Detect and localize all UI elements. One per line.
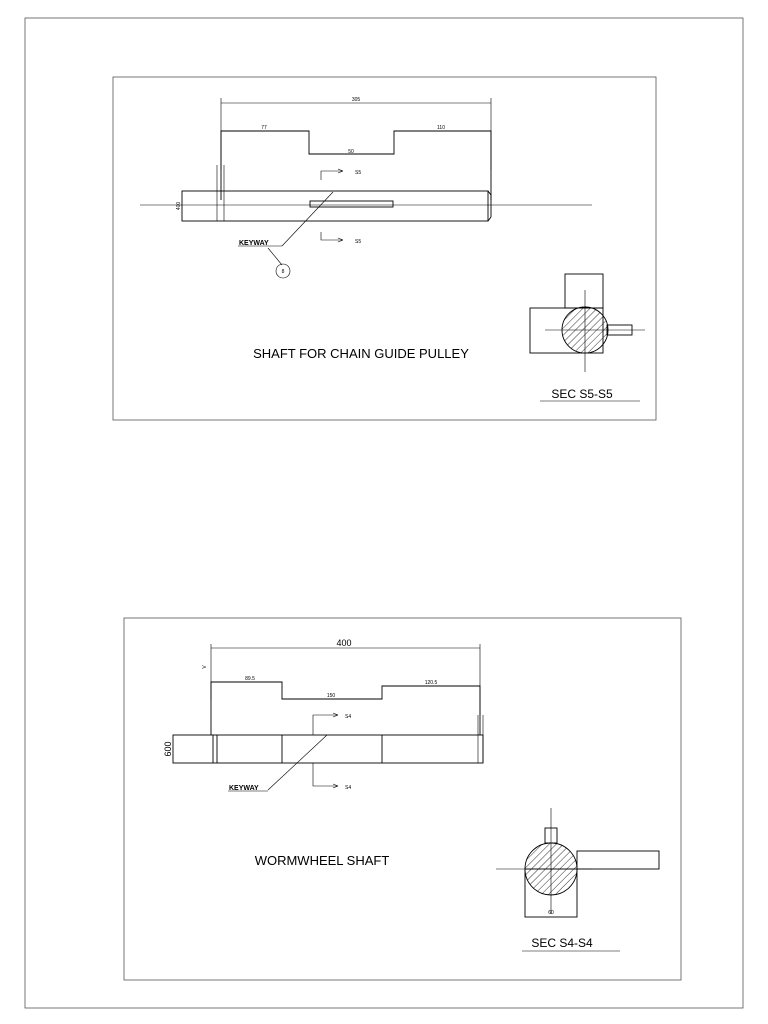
section-arrow-bottom-2 <box>313 763 338 788</box>
keyway-label-2: KEYWAY <box>229 785 259 792</box>
shaft-body <box>182 191 488 221</box>
dim-right-label: 110 <box>437 125 445 131</box>
section-mark-top: S5 <box>355 170 362 176</box>
side-mark: V <box>202 665 208 669</box>
dim-overall-label: 305 <box>351 97 361 103</box>
shaft-body-2 <box>173 735 483 763</box>
keyway-slot <box>310 201 393 207</box>
dim-left-label-2: 89.5 <box>245 676 255 682</box>
shaft-step-profile <box>221 131 491 200</box>
drawing-chain-guide-pulley-shaft <box>113 77 656 420</box>
dim-mid-label: 50 <box>348 149 354 155</box>
balloon-number: 8 <box>281 269 285 275</box>
dim-diameter-label: 400 <box>176 201 182 211</box>
drawing1-title: SHAFT FOR CHAIN GUIDE PULLEY <box>253 346 469 361</box>
drawing1-frame <box>113 77 656 420</box>
section-dim-label: 60 <box>548 910 554 916</box>
section-view-s5 <box>530 274 645 372</box>
drawing2-frame <box>124 618 681 980</box>
section-arrow-top-2 <box>313 713 338 735</box>
section-mark-top-2: S4 <box>345 714 352 720</box>
dim-mid-label-2: 150 <box>326 693 336 699</box>
keyway-label: KEYWAY <box>239 240 269 247</box>
dim-overall-label-2: 400 <box>336 638 352 648</box>
section-s4-title: SEC S4-S4 <box>531 936 593 950</box>
dim-diameter-label-2: 600 <box>163 741 173 757</box>
section-mark-bottom: S5 <box>355 239 362 245</box>
section-arrow-top <box>321 169 343 180</box>
section-s5-title: SEC S5-S5 <box>551 387 613 401</box>
drawing2-title: WORMWHEEL SHAFT <box>254 853 390 868</box>
section-view-s4 <box>496 808 659 917</box>
dim-right-label-2: 120.5 <box>424 680 438 686</box>
shaft-step-profile-2 <box>211 682 480 735</box>
dim-left-label: 77 <box>261 125 267 131</box>
section-arrow-bottom <box>321 232 343 242</box>
section-mark-bottom-2: S4 <box>345 785 352 791</box>
drawing-wormwheel-shaft <box>124 618 681 980</box>
